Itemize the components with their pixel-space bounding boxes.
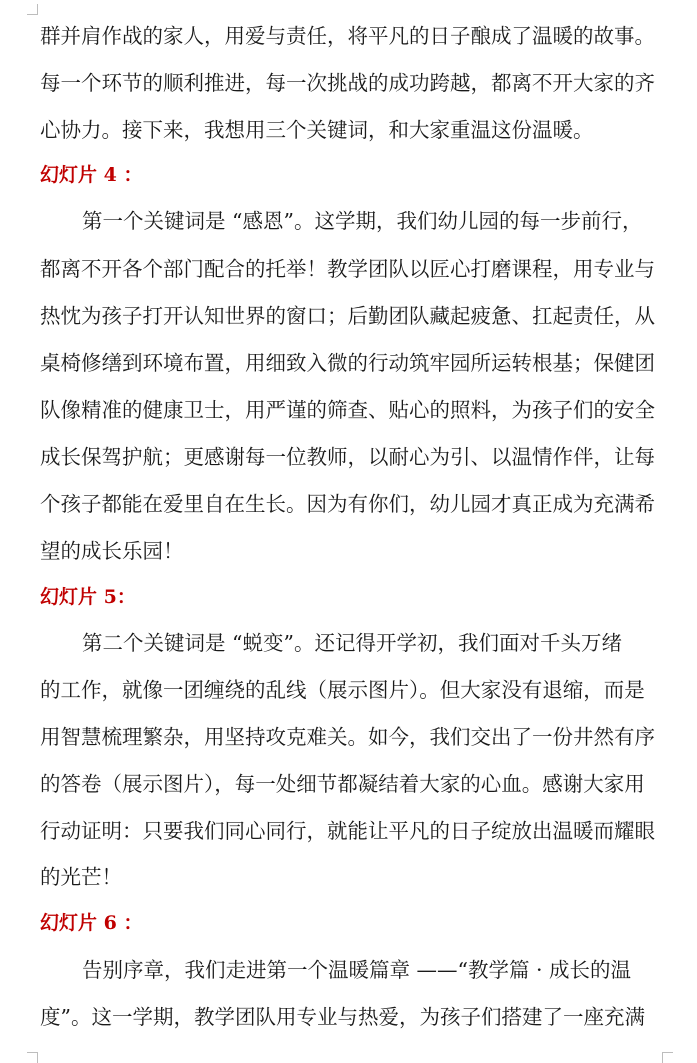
text-line: 的工作，就像一团缠绕的乱线（展示图片）。但大家没有退缩，而是 [40,678,645,702]
text-line: 用智慧梳理繁杂，用坚持攻克难关。如今，我们交出了一份井然有序 [40,725,655,749]
text-line: 桌椅修缮到环境布置，用细致入微的行动筑牢园所运转根基；保健团 [40,351,655,375]
text-line: 个孩子都能在爱里自在生长。因为有你们，幼儿园才真正成为充满希 [40,492,655,516]
text-line: 望的成长乐园！ [40,539,184,563]
text-line: 队像精准的健康卫士，用严谨的筛查、贴心的照料，为孩子们的安全 [40,398,655,422]
text-line: 第一个关键词是 “感恩”。这学期，我们幼儿园的每一步前行， [82,209,643,233]
slide-5-heading: 幻灯片 5： [40,586,136,608]
page-corner-mark [27,1052,38,1063]
page-corner-mark [662,1052,673,1063]
slide-6-heading: 幻灯片 6 ： [40,912,143,934]
text-line: 成长保驾护航；更感谢每一位教师，以耐心为引、以温情作伴，让每 [40,445,655,469]
text-line: 热忱为孩子打开认知世界的窗口；后勤团队藏起疲惫、扛起责任，从 [40,304,655,328]
text-line: 心协力。接下来，我想用三个关键词，和大家重温这份温暖。 [40,118,594,142]
text-line: 群并肩作战的家人，用爱与责任，将平凡的日子酿成了温暖的故事。 [40,24,655,48]
text-line: 度”。这一学期，教学团队用专业与热爱，为孩子们搭建了一座充满 [40,1005,645,1029]
text-line: 第二个关键词是 “蜕变”。还记得开学初，我们面对千头万绪 [82,631,622,655]
text-line: 的光芒！ [40,865,122,889]
text-line: 都离不开各个部门配合的托举！教学团队以匠心打磨课程，用专业与 [40,257,655,281]
text-line: 的答卷（展示图片），每一处细节都凝结着大家的心血。感谢大家用 [40,772,645,796]
text-line: 告别序章，我们走进第一个温暖篇章 ——“教学篇 · 成长的温 [82,958,632,982]
slide-4-heading: 幻灯片 4 ： [40,164,143,186]
text-line: 行动证明：只要我们同心同行，就能让平凡的日子绽放出温暖而耀眼 [40,819,655,843]
text-line: 每一个环节的顺利推进，每一次挑战的成功跨越，都离不开大家的齐 [40,71,655,95]
page-corner-mark [27,4,38,15]
